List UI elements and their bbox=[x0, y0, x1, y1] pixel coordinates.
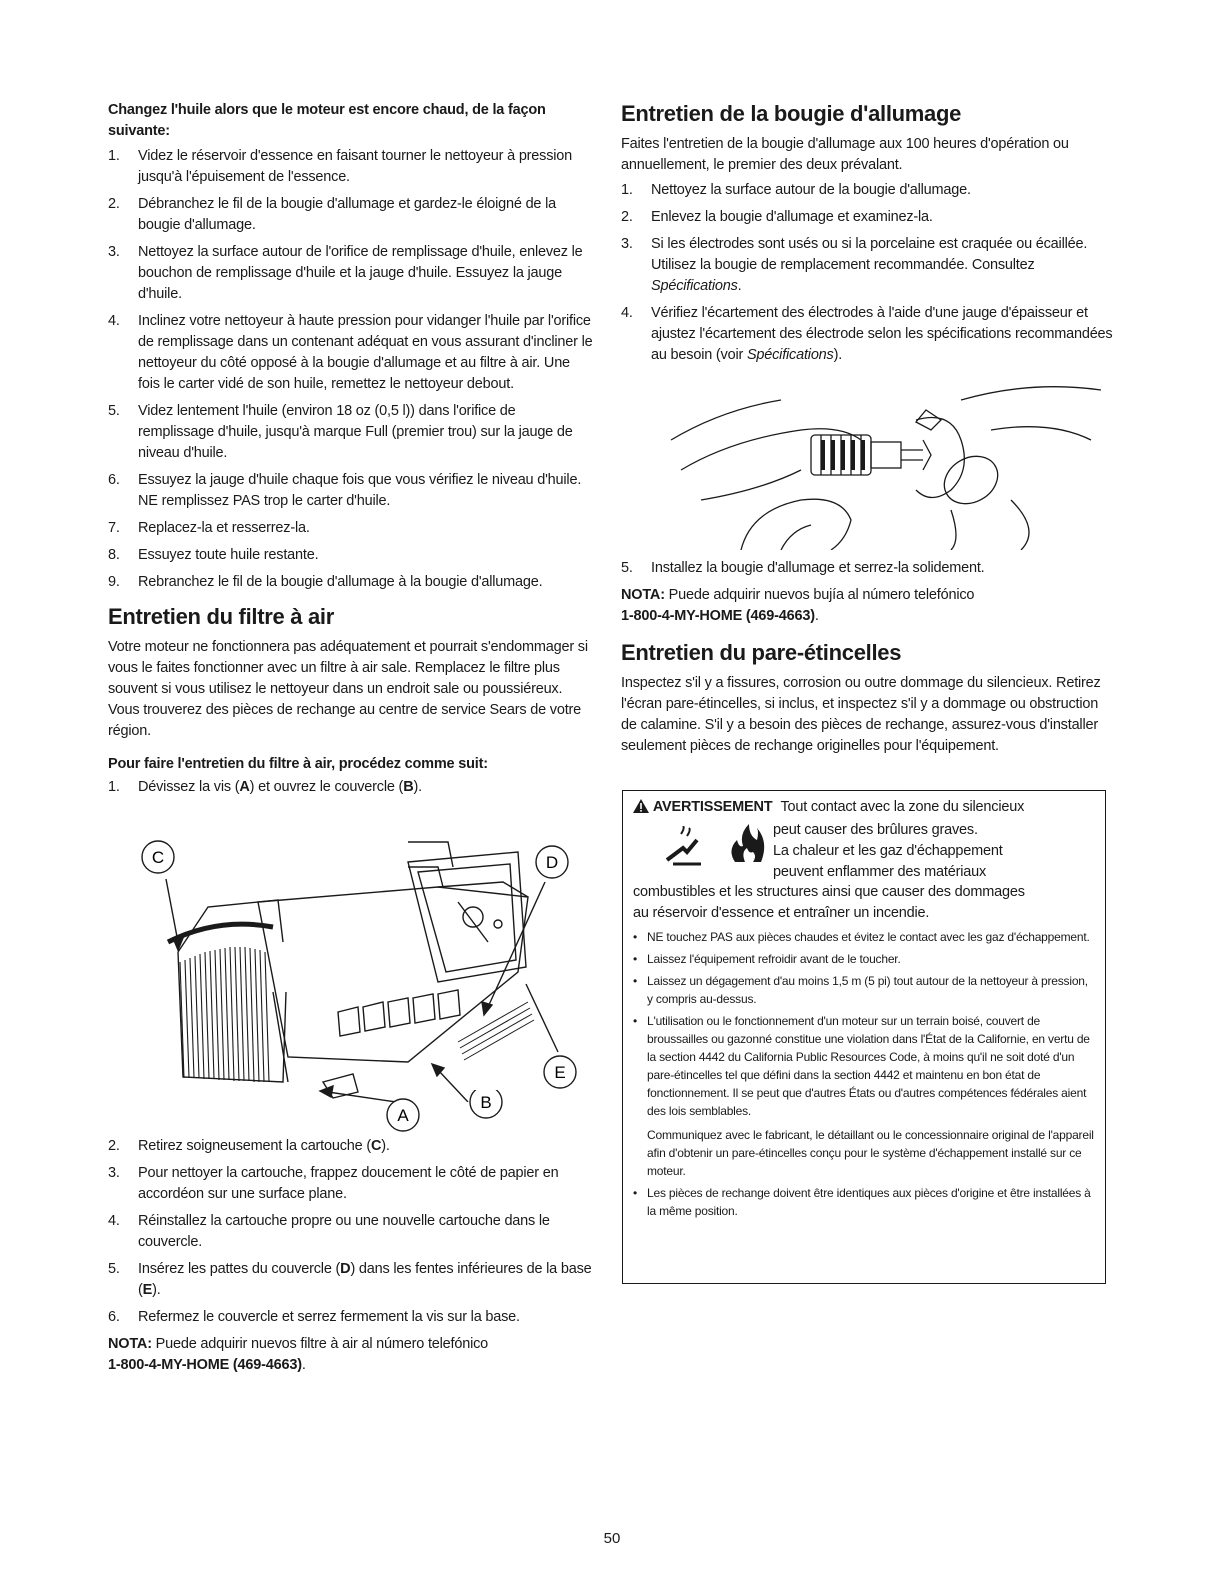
air-nota: NOTA: Puede adquirir nuevos filtre à air al número telefónico 1-800-4-MY-HOME (469-4663). bbox=[108, 1336, 489, 1373]
list-item: 5. Videz lentement l'huile (environ 18 oz (0,5 l)) dans l'orifice de remplissage d'huile, jusqu'à marque Full (premier trou) sur la jauge de niveau d'huile. bbox=[108, 403, 573, 461]
label-c: C bbox=[151, 848, 165, 867]
left-column bbox=[108, 100, 594, 1376]
warning-line6: au réservoir d'essence et entraîner un incendie. bbox=[633, 905, 930, 921]
air-steps bbox=[108, 1136, 594, 1328]
warning-bullet: • NE touchez PAS aux pièces chaudes et évitez le contact avec les gaz d'échappement. bbox=[633, 930, 1090, 944]
oil-intro: Changez l'huile alors que le moteur est encore chaud, de la façon suivante: bbox=[108, 102, 546, 139]
oil-steps bbox=[108, 146, 594, 593]
spark-plug-title: Entretien de la bougie d'allumage bbox=[621, 101, 962, 126]
spark-arrester-title: Entretien du pare-étincelles bbox=[621, 640, 902, 665]
label-a: A bbox=[397, 1106, 409, 1125]
warning-header: AVERTISSEMENT Tout contact avec la zone du silencieux bbox=[633, 797, 1095, 820]
page-number: 50 bbox=[603, 1530, 621, 1547]
hot-surface-icon bbox=[663, 826, 705, 866]
right-column bbox=[621, 100, 1117, 757]
warning-bullet-extra: Communiquez avec le fabricant, le détaillant ou le concessionnaire original de l'appareil afin d'obtenir un pare-étincelles conçu pour le système d'échappement installé sur ce moteur. bbox=[647, 1128, 1094, 1178]
list-item: 3. Nettoyez la surface autour de l'orifice de remplissage d'huile, enlevez le bouchon de remplissage d'huile et la jauge d'huile. Essuyez la jauge d'huile. bbox=[108, 244, 583, 302]
list-item: 3. Pour nettoyer la cartouche, frappez doucement le côté de papier en accordéon sur une surface plane. bbox=[108, 1165, 559, 1202]
list-item: 2. Débranchez le fil de la bougie d'allumage et gardez-le éloigné de la bougie d'allumage. bbox=[108, 196, 557, 233]
list-item: 3. Si les électrodes sont usés ou si la porcelaine est craquée ou écaillée. Utilisez la bougie de remplacement recommandée. Consultez Spécifications. bbox=[621, 236, 1088, 294]
warning-line3: La chaleur et les gaz d'échappement bbox=[773, 843, 1003, 859]
list-item: 2. Retirez soigneusement la cartouche (C). bbox=[108, 1138, 390, 1154]
air-filter-subheading: Pour faire l'entretien du filtre à air, procédez comme suit: bbox=[108, 756, 488, 772]
warning-bullet: • Laissez l'équipement refroidir avant de le toucher. bbox=[633, 952, 901, 966]
list-item: 6. Essuyez la jauge d'huile chaque fois que vous vérifiez le niveau d'huile. NE remplissez PAS trop le carter d'huile. bbox=[108, 472, 582, 509]
list-item: 4. Vérifiez l'écartement des électrodes à l'aide d'une jauge d'épaisseur et ajustez l'écartement des électrode selon les spécifications recommandées au besoin (voir Spécifications). bbox=[621, 305, 1113, 363]
warning-line2: peut causer des brûlures graves. bbox=[773, 822, 978, 838]
list-item: 5. Installez la bougie d'allumage et serrez-la solidement. bbox=[621, 560, 985, 576]
spark-plug-steps bbox=[621, 180, 1117, 366]
list-item: 5. Insérez les pattes du couvercle (D) dans les fentes inférieures de la base (E). bbox=[108, 1261, 592, 1298]
air-filter-title: Entretien du filtre à air bbox=[108, 604, 334, 629]
warning-line5: combustibles et les structures ainsi que causer des dommages bbox=[633, 884, 1025, 900]
thumbnail bbox=[936, 447, 1006, 513]
housing-base bbox=[258, 887, 528, 1062]
list-item: 1. Videz le réservoir d'essence en faisant tourner le nettoyeur à pression jusqu'à l'épuisement de l'essence. bbox=[108, 148, 573, 185]
list-item: 6. Refermez le couvercle et serrez fermement la vis sur la base. bbox=[108, 1309, 520, 1325]
cartridge-pleats bbox=[180, 947, 269, 1082]
spark-plug-step5 bbox=[621, 558, 1117, 579]
spark-plug-figure bbox=[661, 380, 1157, 550]
warning-bullet: • L'utilisation ou le fonctionnement d'un moteur sur un terrain boisé, couvert de broussailles ou gazonné constitue une violation dans l'État de la Californie, en vertu de la section 4442 du California Public Resources Code, à moins qu'il ne soit doté d'un pare-étincelles tel que défini dans la section 4442 et maintenu en bon état de fonctionnement. Il se peut que d'autres États ou d'autres compétences fédérales aient des lois semblables. bbox=[633, 1014, 1090, 1118]
warning-bullet: • Laissez un dégagement d'au moins 1,5 m (5 pi) tout autour de la nettoyeur à pression, y compris au-dessus. bbox=[633, 974, 1088, 1006]
phone-number: 1-800-4-MY-HOME (469-4663) bbox=[108, 1357, 302, 1373]
air-filter-figure bbox=[108, 802, 594, 1102]
label-d: D bbox=[545, 853, 559, 872]
figure-labels-ab bbox=[378, 1090, 528, 1140]
list-item: 7. Replacez-la et resserrez-la. bbox=[108, 520, 310, 536]
list-item: 8. Essuyez toute huile restante. bbox=[108, 547, 319, 563]
list-item: 4. Inclinez votre nettoyeur à haute pression pour vidanger l'huile par l'orifice de remplissage dans un contenant adéquat en vous assurant d'incliner le nettoyeur du côté opposé à la bougie d'allumage et au filtre à air. Une fois le carter vidé de son huile, remettez le nettoyeur debout. bbox=[108, 313, 593, 392]
spark-arrester-body: Inspectez s'il y a fissures, corrosion ou outre dommage du silencieux. Retirez l'écran pare-étincelles, si inclus, et inspectez s'il y a dommage ou obstruction de calamine. S'il y a besoin des pièces de rechange, assurez-vous d'installer seulement pièces de rechange originelles pour l'équipement. bbox=[621, 675, 1101, 754]
warning-box bbox=[622, 790, 1106, 1284]
air-step1-list bbox=[108, 777, 594, 798]
air-filter-body: Votre moteur ne fonctionnera pas adéquatement et pourrait s'endommager si vous le faites fonctionner avec un filtre à air sale. Remplacez le filtre plus souvent si vous utilisez le nettoyeur dans un endroit sale ou poussiéreux. Vous trouverez des pièces de rechange au centre de service Sears de votre région. bbox=[108, 639, 588, 739]
phone-number: 1-800-4-MY-HOME (469-4663) bbox=[621, 608, 815, 624]
list-item: 2. Enlevez la bougie d'allumage et examinez-la. bbox=[621, 209, 933, 225]
list-item: 4. Réinstallez la cartouche propre ou une nouvelle cartouche dans le couvercle. bbox=[108, 1213, 550, 1250]
label-b: B bbox=[480, 1093, 492, 1112]
list-item: 9. Rebranchez le fil de la bougie d'allumage à la bougie d'allumage. bbox=[108, 574, 543, 590]
warning-line4: peuvent enflammer des matériaux bbox=[773, 864, 987, 880]
list-item: 1. Dévissez la vis (A) et ouvrez le couvercle (B). bbox=[108, 779, 422, 795]
warning-triangle-icon bbox=[633, 799, 649, 820]
spark-nota: NOTA: Puede adquirir nuevos bujía al número telefónico 1-800-4-MY-HOME (469-4663). bbox=[621, 587, 975, 624]
list-item: 1. Nettoyez la surface autour de la bougie d'allumage. bbox=[621, 182, 971, 198]
spark-plug-body: Faites l'entretien de la bougie d'allumage aux 100 heures d'opération ou annuellement, le premier des deux prévalant. bbox=[621, 136, 1069, 173]
warning-bullet: • Les pièces de rechange doivent être identiques aux pièces d'origine et être installées à la même position. bbox=[633, 1186, 1091, 1218]
warning-label: AVERTISSEMENT bbox=[652, 799, 773, 815]
fire-icon bbox=[727, 822, 767, 864]
label-e: E bbox=[554, 1063, 566, 1082]
